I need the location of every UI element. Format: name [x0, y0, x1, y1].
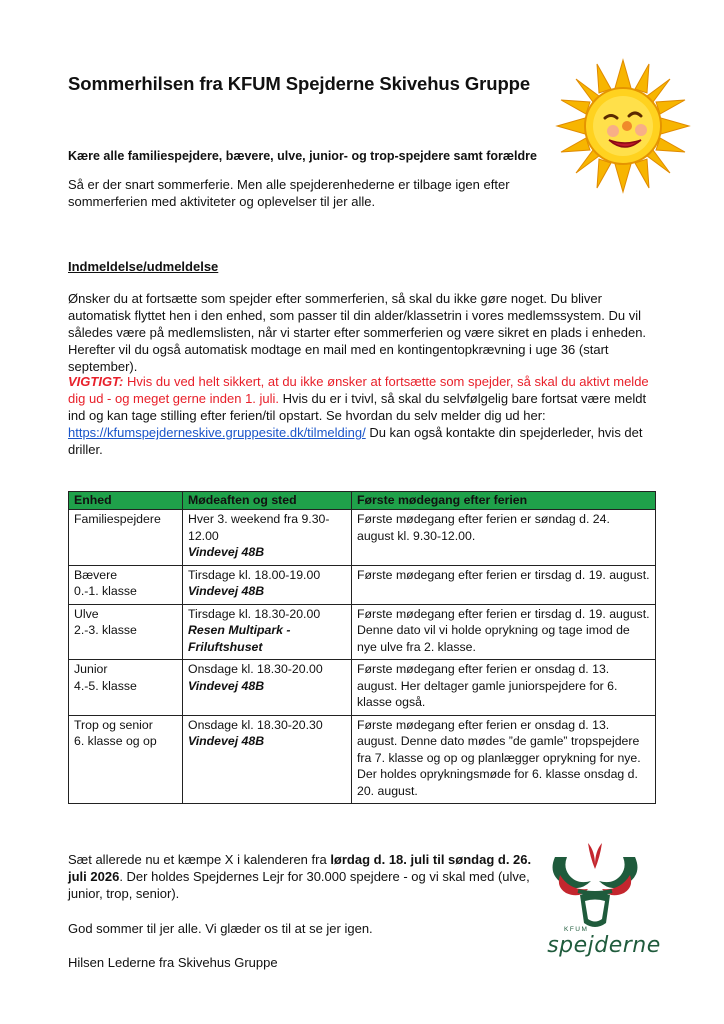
signature: Hilsen Lederne fra Skivehus Gruppe: [68, 955, 278, 970]
meeting-time: Tirsdage kl. 18.30-20.00: [188, 606, 321, 621]
unit-cell: [69, 510, 183, 566]
first-meeting-text: Første mødegang efter ferien er onsdag d. 13. august. Her deltager gamle juniorspejdere for 6. klasse også.: [357, 662, 618, 709]
unit-cell: [69, 565, 183, 604]
unit-cell: [69, 715, 183, 804]
table-header-row: [69, 492, 656, 510]
logo-kfum-text: KFUM: [564, 926, 589, 933]
first-meeting-text: Første mødegang efter ferien er tirsdag d. 19. august.: [357, 567, 650, 582]
meeting-time: Onsdage kl. 18.30-20.00: [188, 662, 323, 676]
membership-paragraph: Ønsker du at fortsætte som spejder efter sommerferien, så skal du ikke gøre noget. Du bliver automatisk flyttet hen i den enhed, som passer til din alder/klassetrin i vores medlemssystem. Du vil således være på medlemslisten, når vi starter efter sommerferien og være sikret en plads i enheden. Herefter vil du også automatisk modtage en mail med en kontingentopkrævning i uge 36 (start september).: [68, 291, 647, 374]
closing-text: God sommer til jer alle. Vi glæder os til at se jer igen.: [68, 921, 373, 936]
meeting-place: Vindevej 48B: [188, 584, 265, 598]
first-meeting-text: Første mødegang efter ferien er søndag d. 24. august kl. 9.30-12.00.: [357, 512, 610, 543]
page-title: Sommerhilsen fra KFUM Spejderne Skivehus Gruppe: [68, 73, 531, 94]
unit-grade: 2.-3. klasse: [74, 623, 137, 637]
unit-cell: [69, 604, 183, 660]
meeting-place: Resen Multipark - Friluftshuset: [188, 623, 291, 654]
camp-text-post: . Der holdes Spejdernes Lejr for 30.000 spejdere - og vi skal med (ulve, junior, trop, senior).: [68, 869, 530, 901]
first-meeting-cell: [352, 510, 656, 566]
schedule-table: [68, 491, 656, 804]
meeting-time: Onsdage kl. 18.30-20.30: [188, 717, 323, 732]
table-row: [69, 660, 656, 716]
camp-dates: lørdag d. 18. juli til søndag d. 26. juli 2026: [68, 852, 532, 884]
unit-name: Junior: [74, 662, 108, 676]
unit-cell: [69, 660, 183, 716]
important-red-text: Hvis du ved helt sikkert, at du ikke ønsker at fortsætte som spejder, så skal du aktivt melde dig ud - og meget gerne inden 1. juli.: [68, 374, 649, 406]
table-row: [69, 715, 656, 804]
meeting-cell: [183, 604, 352, 660]
unsubscribe-link[interactable]: https://kfumspejderneskive.gruppesite.dk/tilmelding/: [68, 425, 366, 440]
meeting-cell: [183, 660, 352, 716]
header-first-meeting: Første mødegang efter ferien: [352, 492, 656, 510]
intro-paragraph: Så er der snart sommerferie. Men alle spejderenhederne er tilbage igen efter sommerferien med aktiviteter og oplevelser til jer alle.: [68, 177, 510, 209]
meeting-time: Hver 3. weekend fra 9.30-12.00: [188, 512, 330, 543]
first-meeting-cell: [352, 715, 656, 804]
header-meeting: Mødeaften og sted: [183, 492, 352, 510]
unit-name: Bævere: [74, 567, 118, 582]
important-label: VIGTIGT:: [68, 374, 124, 389]
section-heading: Indmeldelse/udmeldelse: [68, 259, 219, 274]
unit-name: Trop og senior: [74, 717, 153, 732]
table-row: [69, 565, 656, 604]
unit-name: Familiespejdere: [74, 512, 161, 526]
first-meeting-text: Første mødegang efter ferien er onsdag d. 13. august. Denne dato mødes ”de gamle” tropspejdere fra 7. klasse og op og planlægger oprykning for nye.: [357, 717, 641, 765]
logo-spejderne-text: spejderne: [547, 933, 661, 958]
meeting-place: Vindevej 48B: [188, 545, 265, 559]
unit-grade: 0.-1. klasse: [74, 584, 137, 598]
important-after-link: Du kan også kontakte din spejderleder, hvis det driller.: [68, 425, 643, 457]
table-row: [69, 510, 656, 566]
meeting-place: Vindevej 48B: [188, 678, 265, 693]
meeting-cell: [183, 565, 352, 604]
meeting-time: Tirsdage kl. 18.00-19.00: [188, 567, 321, 582]
camp-paragraph: [68, 851, 538, 902]
first-meeting-cell: [352, 565, 656, 604]
camp-text-pre: Sæt allerede nu et kæmpe X i kalenderen fra: [68, 852, 331, 867]
header-unit: Enhed: [69, 492, 183, 510]
important-black-text: Hvis du er i tvivl, så skal du selvfølgelig bare fortsat være meldt ind og kan tage stilling efter ferien/til opstart. Se hvordan du selv melder dig ud her:: [68, 391, 647, 423]
first-meeting-cell: [352, 660, 656, 716]
meeting-cell: [183, 510, 352, 566]
sun-icon: [555, 58, 691, 194]
table-row: [69, 604, 656, 660]
important-paragraph: [68, 373, 658, 458]
first-meeting-cell: [352, 604, 656, 660]
greeting: Kære alle familiespejdere, bævere, ulve, junior- og trop-spejdere samt forældre: [68, 149, 537, 163]
unit-grade: 6. klasse og op: [74, 734, 157, 748]
unit-grade: 4.-5. klasse: [74, 678, 137, 693]
meeting-place: Vindevej 48B: [188, 734, 265, 748]
first-meeting-text: Der holdes oprykningsmøde for 6. klasse onsdag d. 20. august.: [357, 767, 638, 798]
first-meeting-text: Første mødegang efter ferien er tirsdag d. 19. august. Denne dato vil vi holde oprykning og tage imod de nye ulve fra 2. klasse.: [357, 606, 650, 654]
unit-name: Ulve: [74, 606, 99, 621]
meeting-cell: [183, 715, 352, 804]
